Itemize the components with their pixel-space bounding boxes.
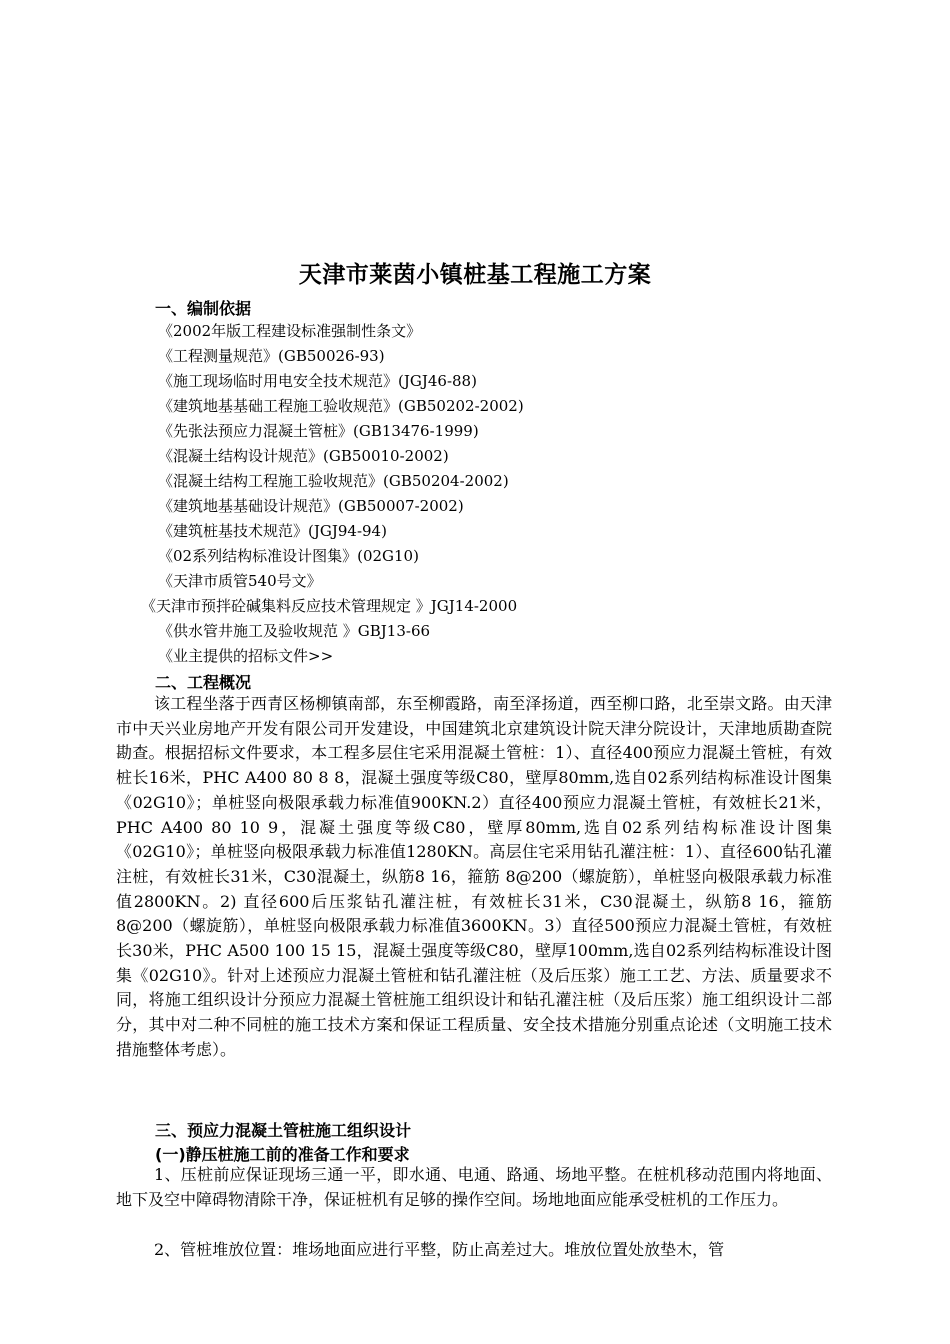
reference-item: 《建筑桩基技术规范》(JGJ94-94) xyxy=(158,522,387,540)
document-title: 天津市莱茵小镇桩基工程施工方案 xyxy=(298,262,652,288)
reference-item: 《业主提供的招标文件>> xyxy=(158,647,334,665)
reference-item: 《2002年版工程建设标准强制性条文》 xyxy=(158,322,422,340)
reference-item: 《供水管井施工及验收规范 》GBJ13-66 xyxy=(158,622,431,640)
overview-paragraph: 该工程坐落于西青区杨柳镇南部，东至柳霞路，南至泽扬道，西至柳口路，北至崇文路。由天津市中天兴业房地产开发有限公司开发建设，中国建筑北京建筑设计院天津分院设计，天津地质勘查院勘查。根据招标文件要求，本工程多层住宅采用混凝土管桩：1）、直径400预应力混凝土管桩，有效桩长16米，PHC A400 80 8 8，混凝土强度等级C80，壁厚80mm,选自02系列结构标准设计图集《02G10》；单桩竖向极限承载力标准值900KN.2）直径400预应力混凝土管桩，有效桩长21米，PHC A400 80 10 9，混凝土强度等级C80，壁厚80mm,选自02系列结构标准设计图集《02G10》；单桩竖向极限承载力标准值1280KN。高层住宅采用钻孔灌注桩：1）、直径600钻孔灌注桩，有效桩长31米，C30混凝土，纵筋8 16，箍筋 8@200（螺旋筋），单桩竖向极限承载力标准值2800KN。2) 直径600后压浆钻孔灌注桩，有效桩长31米，C30混凝土，纵筋8 16，箍筋 8@200（螺旋筋），单桩竖向极限承载力标准值3600KN。3）直径500预应力混凝土管桩，有效桩长30米，PHC A500 100 15 15，混凝土强度等级C80，壁厚100mm,选自02系列结构标准设计图集《02G10》。针对上述预应力混凝土管桩和钻孔灌注桩（及后压浆）施工工艺、方法、质量要求不同，将施工组织设计分预应力混凝土管桩施工组织设计和钻孔灌注桩（及后压浆）施工组织设计二部分，其中对二种不同桩的施工技术方案和保证工程质量、安全技术措施分别重点论述（文明施工技术措施整体考虑）。 xyxy=(116,694,832,1059)
reference-item: 《施工现场临时用电安全技术规范》(JGJ46-88) xyxy=(158,372,477,390)
reference-item: 《混凝土结构工程施工验收规范》(GB50204-2002) xyxy=(158,472,509,490)
reference-item: 《建筑地基基础设计规范》(GB50007-2002) xyxy=(158,497,464,515)
section-heading-overview: 二、工程概况 xyxy=(155,673,252,692)
section-heading-basis: 一、编制依据 xyxy=(155,299,252,318)
preparation-item-2: 2、管桩堆放位置：堆场地面应进行平整，防止高差过大。堆放位置处放垫木，管 xyxy=(154,1240,725,1259)
reference-item: 《建筑地基基础工程施工验收规范》(GB50202-2002) xyxy=(158,397,524,415)
reference-item: 《工程测量规范》(GB50026-93) xyxy=(158,347,385,365)
reference-item: 《先张法预应力混凝土管桩》(GB13476-1999) xyxy=(158,422,479,440)
subsection-heading-preparation: (一)静压桩施工前的准备工作和要求 xyxy=(155,1145,410,1164)
reference-item: 《混凝土结构设计规范》(GB50010-2002) xyxy=(158,447,449,465)
reference-item: 《天津市预拌砼碱集料反应技术管理规定 》JGJ14-2000 xyxy=(141,597,518,615)
section-heading-pipe-pile: 三、预应力混凝土管桩施工组织设计 xyxy=(155,1121,412,1140)
reference-item: 《天津市质管540号文》 xyxy=(158,572,322,590)
reference-item: 《02系列结构标准设计图集》(02G10) xyxy=(158,547,419,565)
preparation-item-1: 1、压桩前应保证现场三通一平，即水通、电通、路通、场地平整。在桩机移动范围内将地面、地下及空中障碍物清除干净，保证桩机有足够的操作空间。场地地面应能承受桩机的工作压力。 xyxy=(116,1165,832,1209)
